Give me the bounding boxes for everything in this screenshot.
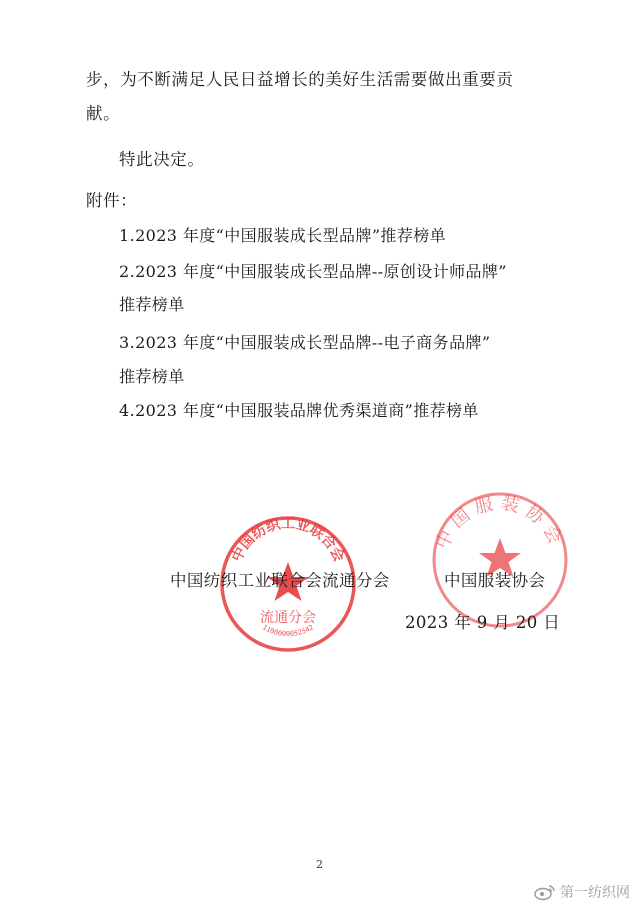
page-number: 2 (316, 858, 323, 871)
attachments-heading: 附件： (86, 191, 138, 210)
decision-text: 特此决定。 (119, 150, 205, 169)
signature-date: 2023 年 9 月 20 日 (405, 613, 561, 632)
signature-org-1: 中国纺织工业联合会流通分会 (170, 571, 390, 590)
attachment-item-2: 2.2023 年度“中国服装成长型品牌--原创设计师品牌” (119, 262, 507, 281)
attachment-item-3: 3.2023 年度“中国服装成长型品牌--电子商务品牌” (119, 333, 491, 352)
attachment-item-4: 4.2023 年度“中国服装品牌优秀渠道商”推荐榜单 (119, 401, 479, 420)
svg-text:中国纺织工业联合会: 中国纺织工业联合会 (229, 516, 347, 565)
weibo-icon (534, 883, 556, 901)
signature-org-2: 中国服装协会 (444, 571, 546, 590)
attachment-item-3-cont: 推荐榜单 (119, 367, 185, 386)
watermark-text: 第一纺织网 (560, 885, 630, 901)
svg-text:流通分会: 流通分会 (260, 610, 316, 626)
paragraph-end-line-1: 步，为不断满足人民日益增长的美好生活需要做出重要贡 (86, 70, 514, 89)
svg-text:中国服装协会: 中国服装协会 (431, 492, 569, 553)
attachment-item-1: 1.2023 年度“中国服装成长型品牌”推荐榜单 (119, 226, 447, 245)
watermark (534, 882, 630, 902)
attachment-item-2-cont: 推荐榜单 (119, 295, 185, 314)
paragraph-end-line-2: 献。 (86, 104, 121, 123)
svg-text:1100000052542: 1100000052542 (260, 623, 316, 639)
